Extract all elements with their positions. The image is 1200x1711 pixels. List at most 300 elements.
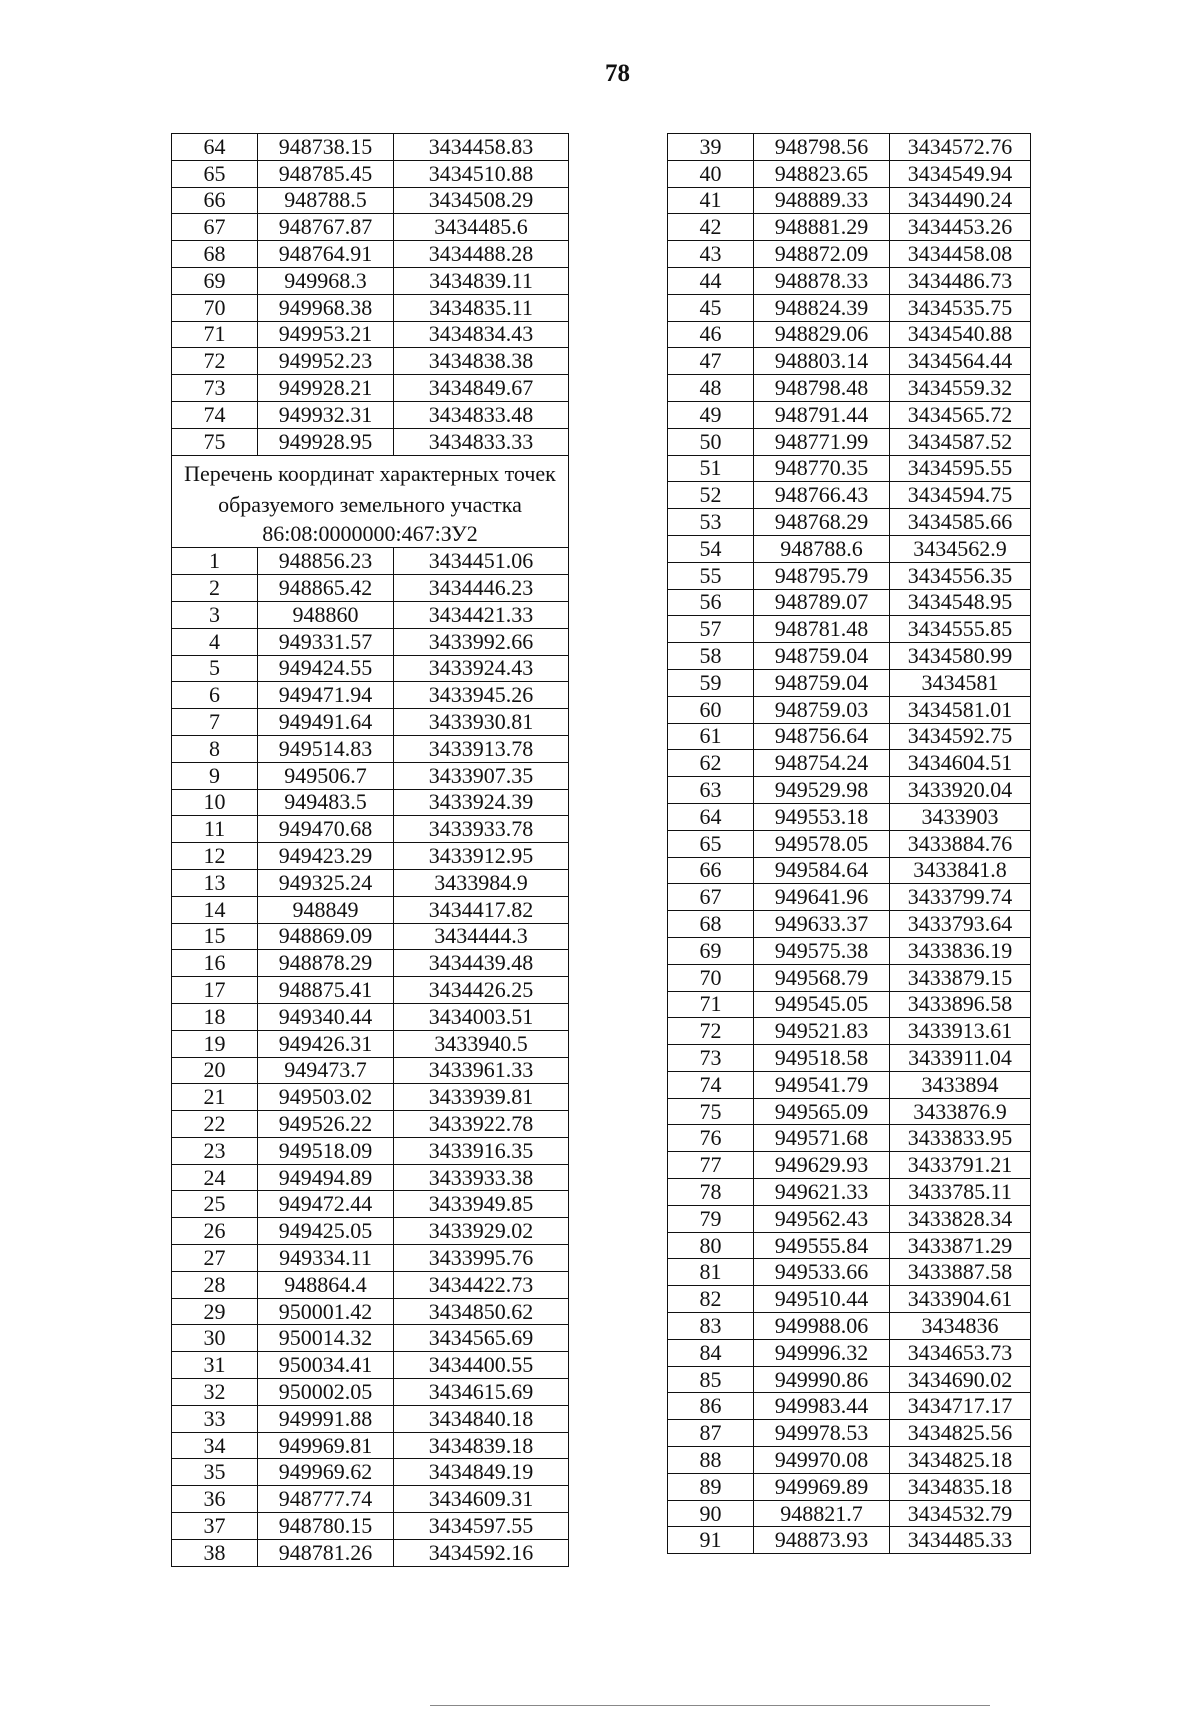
table-row xyxy=(668,1045,1031,1072)
point-number-cell: 80 xyxy=(668,1232,754,1259)
point-number-cell: 57 xyxy=(668,616,754,643)
point-number-cell: 4 xyxy=(172,628,258,655)
table-row xyxy=(172,1003,569,1030)
y-coordinate-cell: 3434592.75 xyxy=(890,723,1031,750)
table-row xyxy=(668,884,1031,911)
point-number-cell: 67 xyxy=(668,884,754,911)
table-row xyxy=(668,830,1031,857)
table-row xyxy=(668,267,1031,294)
point-number-cell: 71 xyxy=(172,321,258,348)
x-coordinate-cell: 948824.39 xyxy=(754,294,890,321)
y-coordinate-cell: 3434426.25 xyxy=(394,977,569,1004)
table-row xyxy=(668,669,1031,696)
x-coordinate-cell: 949990.86 xyxy=(754,1366,890,1393)
table-row xyxy=(172,1432,569,1459)
x-coordinate-cell: 949510.44 xyxy=(754,1286,890,1313)
table-row xyxy=(172,401,569,428)
x-coordinate-cell: 949568.79 xyxy=(754,964,890,991)
x-coordinate-cell: 948738.15 xyxy=(258,134,394,161)
y-coordinate-cell: 3433841.8 xyxy=(890,857,1031,884)
y-coordinate-cell: 3434850.62 xyxy=(394,1298,569,1325)
point-number-cell: 5 xyxy=(172,655,258,682)
x-coordinate-cell: 949555.84 xyxy=(754,1232,890,1259)
x-coordinate-cell: 949331.57 xyxy=(258,628,394,655)
x-coordinate-cell: 948766.43 xyxy=(754,482,890,509)
point-number-cell: 10 xyxy=(172,789,258,816)
x-coordinate-cell: 949518.58 xyxy=(754,1045,890,1072)
table-row xyxy=(172,628,569,655)
point-number-cell: 3 xyxy=(172,601,258,628)
x-coordinate-cell: 949571.68 xyxy=(754,1125,890,1152)
table-row xyxy=(668,294,1031,321)
point-number-cell: 70 xyxy=(668,964,754,991)
table-row xyxy=(668,857,1031,884)
point-number-cell: 46 xyxy=(668,321,754,348)
point-number-cell: 64 xyxy=(172,134,258,161)
y-coordinate-cell: 3434597.55 xyxy=(394,1513,569,1540)
table-row xyxy=(172,1164,569,1191)
x-coordinate-cell: 948759.04 xyxy=(754,643,890,670)
table-row xyxy=(172,375,569,402)
table-row xyxy=(172,709,569,736)
y-coordinate-cell: 3434581 xyxy=(890,669,1031,696)
y-coordinate-cell: 3433828.34 xyxy=(890,1205,1031,1232)
x-coordinate-cell: 948875.41 xyxy=(258,977,394,1004)
table-row xyxy=(668,750,1031,777)
table-row xyxy=(172,977,569,1004)
table-row xyxy=(668,937,1031,964)
y-coordinate-cell: 3433913.78 xyxy=(394,735,569,762)
y-coordinate-cell: 3434562.9 xyxy=(890,535,1031,562)
point-number-cell: 7 xyxy=(172,709,258,736)
x-coordinate-cell: 949996.32 xyxy=(754,1339,890,1366)
x-coordinate-cell: 949325.24 xyxy=(258,869,394,896)
y-coordinate-cell: 3434609.31 xyxy=(394,1486,569,1513)
left-rows-before xyxy=(172,134,569,456)
table-row xyxy=(172,655,569,682)
x-coordinate-cell: 949424.55 xyxy=(258,655,394,682)
x-coordinate-cell: 949621.33 xyxy=(754,1179,890,1206)
y-coordinate-cell: 3434549.94 xyxy=(890,160,1031,187)
y-coordinate-cell: 3434580.99 xyxy=(890,643,1031,670)
x-coordinate-cell: 949518.09 xyxy=(258,1137,394,1164)
x-coordinate-cell: 949562.43 xyxy=(754,1205,890,1232)
point-number-cell: 8 xyxy=(172,735,258,762)
y-coordinate-cell: 3434451.06 xyxy=(394,548,569,575)
table-row xyxy=(172,1084,569,1111)
x-coordinate-cell: 949629.93 xyxy=(754,1152,890,1179)
x-coordinate-cell: 949988.06 xyxy=(754,1313,890,1340)
x-coordinate-cell: 949983.44 xyxy=(754,1393,890,1420)
table-row xyxy=(668,1179,1031,1206)
point-number-cell: 42 xyxy=(668,214,754,241)
point-number-cell: 70 xyxy=(172,294,258,321)
x-coordinate-cell: 949423.29 xyxy=(258,843,394,870)
point-number-cell: 18 xyxy=(172,1003,258,1030)
x-coordinate-cell: 948878.33 xyxy=(754,267,890,294)
page-number: 78 xyxy=(605,60,630,87)
x-coordinate-cell: 949472.44 xyxy=(258,1191,394,1218)
point-number-cell: 34 xyxy=(172,1432,258,1459)
y-coordinate-cell: 3434840.18 xyxy=(394,1405,569,1432)
table-row xyxy=(668,241,1031,268)
y-coordinate-cell: 3434564.44 xyxy=(890,348,1031,375)
x-coordinate-cell: 948759.04 xyxy=(754,669,890,696)
x-coordinate-cell: 948781.48 xyxy=(754,616,890,643)
left-rows-after xyxy=(172,548,569,1566)
table-row xyxy=(668,1447,1031,1474)
point-number-cell: 84 xyxy=(668,1339,754,1366)
x-coordinate-cell: 948823.65 xyxy=(754,160,890,187)
table-row xyxy=(172,869,569,896)
x-coordinate-cell: 949503.02 xyxy=(258,1084,394,1111)
x-coordinate-cell: 948873.93 xyxy=(754,1527,890,1554)
y-coordinate-cell: 3433922.78 xyxy=(394,1111,569,1138)
table-row xyxy=(172,241,569,268)
table-row xyxy=(172,1057,569,1084)
y-coordinate-cell: 3433930.81 xyxy=(394,709,569,736)
y-coordinate-cell: 3433887.58 xyxy=(890,1259,1031,1286)
x-coordinate-cell: 949575.38 xyxy=(754,937,890,964)
x-coordinate-cell: 948856.23 xyxy=(258,548,394,575)
table-row xyxy=(172,843,569,870)
y-coordinate-cell: 3434836 xyxy=(890,1313,1031,1340)
table-row xyxy=(668,1473,1031,1500)
table-row xyxy=(668,803,1031,830)
point-number-cell: 33 xyxy=(172,1405,258,1432)
y-coordinate-cell: 3434453.26 xyxy=(890,214,1031,241)
point-number-cell: 12 xyxy=(172,843,258,870)
x-coordinate-cell: 948860 xyxy=(258,601,394,628)
table-row xyxy=(668,643,1031,670)
point-number-cell: 43 xyxy=(668,241,754,268)
table-row xyxy=(172,1030,569,1057)
table-row xyxy=(668,214,1031,241)
point-number-cell: 85 xyxy=(668,1366,754,1393)
table-row xyxy=(172,134,569,161)
point-number-cell: 61 xyxy=(668,723,754,750)
y-coordinate-cell: 3433791.21 xyxy=(890,1152,1031,1179)
point-number-cell: 32 xyxy=(172,1379,258,1406)
y-coordinate-cell: 3434422.73 xyxy=(394,1271,569,1298)
y-coordinate-cell: 3434485.33 xyxy=(890,1527,1031,1554)
point-number-cell: 68 xyxy=(172,241,258,268)
point-number-cell: 82 xyxy=(668,1286,754,1313)
point-number-cell: 66 xyxy=(172,187,258,214)
y-coordinate-cell: 3433836.19 xyxy=(890,937,1031,964)
x-coordinate-cell: 949526.22 xyxy=(258,1111,394,1138)
point-number-cell: 66 xyxy=(668,857,754,884)
y-coordinate-cell: 3433945.26 xyxy=(394,682,569,709)
table-row xyxy=(172,1271,569,1298)
y-coordinate-cell: 3434825.18 xyxy=(890,1447,1031,1474)
x-coordinate-cell: 948803.14 xyxy=(754,348,890,375)
table-row xyxy=(172,1539,569,1566)
point-number-cell: 9 xyxy=(172,762,258,789)
y-coordinate-cell: 3433903 xyxy=(890,803,1031,830)
y-coordinate-cell: 3434838.38 xyxy=(394,348,569,375)
table-row xyxy=(668,1420,1031,1447)
table-row xyxy=(668,723,1031,750)
table-row xyxy=(172,1513,569,1540)
y-coordinate-cell: 3433833.95 xyxy=(890,1125,1031,1152)
x-coordinate-cell: 949991.88 xyxy=(258,1405,394,1432)
table-row xyxy=(668,187,1031,214)
x-coordinate-cell: 948881.29 xyxy=(754,214,890,241)
table-row xyxy=(172,1459,569,1486)
point-number-cell: 29 xyxy=(172,1298,258,1325)
table-row xyxy=(172,1325,569,1352)
point-number-cell: 50 xyxy=(668,428,754,455)
y-coordinate-cell: 3433920.04 xyxy=(890,777,1031,804)
y-coordinate-cell: 3433949.85 xyxy=(394,1191,569,1218)
table-row xyxy=(172,896,569,923)
point-number-cell: 52 xyxy=(668,482,754,509)
table-row xyxy=(668,1205,1031,1232)
point-number-cell: 75 xyxy=(668,1098,754,1125)
x-coordinate-cell: 948865.42 xyxy=(258,575,394,602)
point-number-cell: 24 xyxy=(172,1164,258,1191)
point-number-cell: 27 xyxy=(172,1245,258,1272)
table-row xyxy=(172,1352,569,1379)
y-coordinate-cell: 3433933.38 xyxy=(394,1164,569,1191)
table-row xyxy=(172,1218,569,1245)
y-coordinate-cell: 3433896.58 xyxy=(890,991,1031,1018)
x-coordinate-cell: 948788.6 xyxy=(754,535,890,562)
point-number-cell: 71 xyxy=(668,991,754,1018)
y-coordinate-cell: 3433984.9 xyxy=(394,869,569,896)
point-number-cell: 19 xyxy=(172,1030,258,1057)
x-coordinate-cell: 949578.05 xyxy=(754,830,890,857)
x-coordinate-cell: 950034.41 xyxy=(258,1352,394,1379)
x-coordinate-cell: 949506.7 xyxy=(258,762,394,789)
x-coordinate-cell: 949953.21 xyxy=(258,321,394,348)
table-row xyxy=(668,616,1031,643)
y-coordinate-cell: 3433884.76 xyxy=(890,830,1031,857)
y-coordinate-cell: 3434653.73 xyxy=(890,1339,1031,1366)
point-number-cell: 49 xyxy=(668,401,754,428)
x-coordinate-cell: 948789.07 xyxy=(754,589,890,616)
table-row xyxy=(668,1232,1031,1259)
point-number-cell: 65 xyxy=(668,830,754,857)
x-coordinate-cell: 948872.09 xyxy=(754,241,890,268)
table-row xyxy=(668,1500,1031,1527)
x-coordinate-cell: 949473.7 xyxy=(258,1057,394,1084)
y-coordinate-cell: 3434485.6 xyxy=(394,214,569,241)
x-coordinate-cell: 950001.42 xyxy=(258,1298,394,1325)
point-number-cell: 21 xyxy=(172,1084,258,1111)
x-coordinate-cell: 949928.21 xyxy=(258,375,394,402)
point-number-cell: 47 xyxy=(668,348,754,375)
y-coordinate-cell: 3433904.61 xyxy=(890,1286,1031,1313)
y-coordinate-cell: 3434825.56 xyxy=(890,1420,1031,1447)
point-number-cell: 15 xyxy=(172,923,258,950)
x-coordinate-cell: 948759.03 xyxy=(754,696,890,723)
point-number-cell: 72 xyxy=(172,348,258,375)
point-number-cell: 30 xyxy=(172,1325,258,1352)
x-coordinate-cell: 948795.79 xyxy=(754,562,890,589)
y-coordinate-cell: 3434417.82 xyxy=(394,896,569,923)
table-row xyxy=(668,1071,1031,1098)
y-coordinate-cell: 3434003.51 xyxy=(394,1003,569,1030)
y-coordinate-cell: 3433933.78 xyxy=(394,816,569,843)
point-number-cell: 60 xyxy=(668,696,754,723)
table-row xyxy=(172,923,569,950)
x-coordinate-cell: 949969.62 xyxy=(258,1459,394,1486)
point-number-cell: 75 xyxy=(172,428,258,455)
table-row xyxy=(172,1245,569,1272)
x-coordinate-cell: 948791.44 xyxy=(754,401,890,428)
point-number-cell: 83 xyxy=(668,1313,754,1340)
y-coordinate-cell: 3433992.66 xyxy=(394,628,569,655)
point-number-cell: 48 xyxy=(668,375,754,402)
point-number-cell: 79 xyxy=(668,1205,754,1232)
y-coordinate-cell: 3434540.88 xyxy=(890,321,1031,348)
table-row xyxy=(172,1405,569,1432)
point-number-cell: 38 xyxy=(172,1539,258,1566)
x-coordinate-cell: 948756.64 xyxy=(754,723,890,750)
x-coordinate-cell: 948878.29 xyxy=(258,950,394,977)
y-coordinate-cell: 3434587.52 xyxy=(890,428,1031,455)
table-row xyxy=(668,1286,1031,1313)
point-number-cell: 87 xyxy=(668,1420,754,1447)
y-coordinate-cell: 3433913.61 xyxy=(890,1018,1031,1045)
table-row xyxy=(172,348,569,375)
table-row xyxy=(172,789,569,816)
point-number-cell: 89 xyxy=(668,1473,754,1500)
table-row xyxy=(668,535,1031,562)
point-number-cell: 2 xyxy=(172,575,258,602)
point-number-cell: 69 xyxy=(172,267,258,294)
x-coordinate-cell: 949952.23 xyxy=(258,348,394,375)
x-coordinate-cell: 948829.06 xyxy=(754,321,890,348)
y-coordinate-cell: 3434400.55 xyxy=(394,1352,569,1379)
table-row xyxy=(668,401,1031,428)
y-coordinate-cell: 3434565.69 xyxy=(394,1325,569,1352)
table-row xyxy=(668,991,1031,1018)
y-coordinate-cell: 3434556.35 xyxy=(890,562,1031,589)
x-coordinate-cell: 948771.99 xyxy=(754,428,890,455)
point-number-cell: 6 xyxy=(172,682,258,709)
point-number-cell: 56 xyxy=(668,589,754,616)
x-coordinate-cell: 948770.35 xyxy=(754,455,890,482)
table-row xyxy=(668,509,1031,536)
x-coordinate-cell: 949928.95 xyxy=(258,428,394,455)
table-row xyxy=(172,575,569,602)
table-row xyxy=(668,1339,1031,1366)
point-number-cell: 28 xyxy=(172,1271,258,1298)
table-row xyxy=(172,816,569,843)
y-coordinate-cell: 3433995.76 xyxy=(394,1245,569,1272)
x-coordinate-cell: 948777.74 xyxy=(258,1486,394,1513)
right-rows xyxy=(668,134,1031,1554)
point-number-cell: 37 xyxy=(172,1513,258,1540)
table-row xyxy=(668,428,1031,455)
table-row xyxy=(172,1111,569,1138)
y-coordinate-cell: 3433939.81 xyxy=(394,1084,569,1111)
table-row xyxy=(668,1313,1031,1340)
x-coordinate-cell: 948781.26 xyxy=(258,1539,394,1566)
x-coordinate-cell: 949470.68 xyxy=(258,816,394,843)
table-row xyxy=(172,160,569,187)
y-coordinate-cell: 3433924.39 xyxy=(394,789,569,816)
point-number-cell: 77 xyxy=(668,1152,754,1179)
coordinates-table-right xyxy=(667,133,1031,1554)
x-coordinate-cell: 949968.3 xyxy=(258,267,394,294)
table-row xyxy=(668,1098,1031,1125)
y-coordinate-cell: 3434595.55 xyxy=(890,455,1031,482)
y-coordinate-cell: 3433912.95 xyxy=(394,843,569,870)
y-coordinate-cell: 3433961.33 xyxy=(394,1057,569,1084)
x-coordinate-cell: 948764.91 xyxy=(258,241,394,268)
y-coordinate-cell: 3433924.43 xyxy=(394,655,569,682)
point-number-cell: 25 xyxy=(172,1191,258,1218)
point-number-cell: 65 xyxy=(172,160,258,187)
x-coordinate-cell: 949969.81 xyxy=(258,1432,394,1459)
point-number-cell: 90 xyxy=(668,1500,754,1527)
y-coordinate-cell: 3433871.29 xyxy=(890,1232,1031,1259)
point-number-cell: 78 xyxy=(668,1179,754,1206)
x-coordinate-cell: 948864.4 xyxy=(258,1271,394,1298)
x-coordinate-cell: 948780.15 xyxy=(258,1513,394,1540)
point-number-cell: 81 xyxy=(668,1259,754,1286)
x-coordinate-cell: 949970.08 xyxy=(754,1447,890,1474)
point-number-cell: 72 xyxy=(668,1018,754,1045)
point-number-cell: 45 xyxy=(668,294,754,321)
x-coordinate-cell: 949932.31 xyxy=(258,401,394,428)
x-coordinate-cell: 949491.64 xyxy=(258,709,394,736)
point-number-cell: 16 xyxy=(172,950,258,977)
y-coordinate-cell: 3434458.83 xyxy=(394,134,569,161)
y-coordinate-cell: 3434835.11 xyxy=(394,294,569,321)
y-coordinate-cell: 3434565.72 xyxy=(890,401,1031,428)
x-coordinate-cell: 948788.5 xyxy=(258,187,394,214)
y-coordinate-cell: 3433907.35 xyxy=(394,762,569,789)
point-number-cell: 36 xyxy=(172,1486,258,1513)
point-number-cell: 73 xyxy=(172,375,258,402)
section-title-row xyxy=(172,455,569,522)
point-number-cell: 53 xyxy=(668,509,754,536)
table-row xyxy=(172,187,569,214)
y-coordinate-cell: 3434510.88 xyxy=(394,160,569,187)
table-row xyxy=(668,160,1031,187)
y-coordinate-cell: 3434690.02 xyxy=(890,1366,1031,1393)
x-coordinate-cell: 948754.24 xyxy=(754,750,890,777)
y-coordinate-cell: 3434421.33 xyxy=(394,601,569,628)
point-number-cell: 63 xyxy=(668,777,754,804)
y-coordinate-cell: 3434572.76 xyxy=(890,134,1031,161)
table-row xyxy=(172,214,569,241)
table-row xyxy=(172,601,569,628)
x-coordinate-cell: 949545.05 xyxy=(754,991,890,1018)
point-number-cell: 13 xyxy=(172,869,258,896)
point-number-cell: 62 xyxy=(668,750,754,777)
y-coordinate-cell: 3434581.01 xyxy=(890,696,1031,723)
point-number-cell: 74 xyxy=(668,1071,754,1098)
point-number-cell: 74 xyxy=(172,401,258,428)
section-title: Перечень координат характерных точек образуемого земельного участка xyxy=(172,455,569,522)
table-row xyxy=(668,455,1031,482)
point-number-cell: 55 xyxy=(668,562,754,589)
point-number-cell: 11 xyxy=(172,816,258,843)
y-coordinate-cell: 3433894 xyxy=(890,1071,1031,1098)
x-coordinate-cell: 949529.98 xyxy=(754,777,890,804)
table-row xyxy=(172,1379,569,1406)
point-number-cell: 73 xyxy=(668,1045,754,1072)
x-coordinate-cell: 949584.64 xyxy=(754,857,890,884)
x-coordinate-cell: 948821.7 xyxy=(754,1500,890,1527)
x-coordinate-cell: 948889.33 xyxy=(754,187,890,214)
